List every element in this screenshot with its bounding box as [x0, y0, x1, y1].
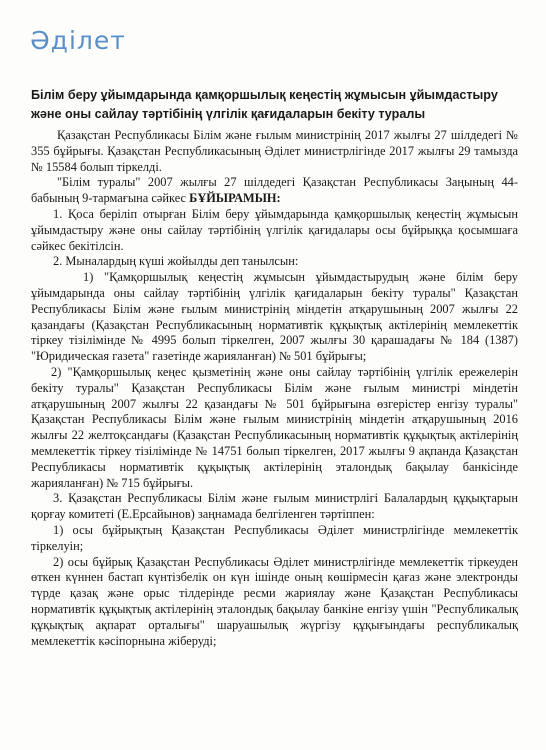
- item-2-1: 1) "Қамқоршылық кеңестің жұмысын ұйымдастырудың және білім беру ұйымдарында оны сайлау тәртібінің үлгілік қағидаларын бекіту туралы" Қазақстан Республикасы Білім және ғылым министрінің міндетін атқарушының 2007 жылғы 22 қазандағы (Қазақстан Республикасының нормативтік құқықтық актілерінің мемлекеттік тіркеу тізілімінде № 4995 болып тіркелген, 2007 жылғы 30 қарашадағы № 184 (1387) "Юридическая газета" газетінде жарияланған) № 501 бұйрығы;: [31, 270, 518, 364]
- document-body: [31, 128, 518, 649]
- preamble-text: "Білім туралы" 2007 жылғы 27 шілдедегі Қазақстан Республикасы Заңының 44-бабының 9-тармағына сәйкес: [31, 175, 518, 206]
- order-verb: БҰЙЫРАМЫН:: [189, 191, 281, 206]
- item-2-2: 2) "Қамқоршылық кеңес қызметінің және оны сайлау тәртібінің үлгілік ережелерін бекіту туралы" Қазақстан Республикасы Білім және ғылым министрі міндетін атқарушының 2007 жылғы 22 қазандағы № 501 бұйрығына өзгерістер енгізу туралы" Қазақстан Республикасы Білім және ғылым министрінің міндетін атқарушының 2016 жылғы 22 желтоқсандағы (Қазақстан Республикасының нормативтік құқықтық актілерінің мемлекеттік тіркеу тізілімінде № 14751 болып тіркелген, 2017 жылғы 9 ақпанда Қазақстан Республикасы нормативтік құқықтық актілерінің эталондық бақылау банкісінде жарияланған) № 715 бұйрығы.: [31, 364, 518, 490]
- document-title: Білім беру ұйымдарында қамқоршылық кеңестің жұмысын ұйымдастыру және оны сайлау тәртібінің үлгілік қағидаларын бекіту туралы: [31, 88, 498, 121]
- item-3-1: 1) осы бұйрықтың Қазақстан Республикасы Әділет министрлігінде мемлекеттік тіркелуін;: [31, 522, 518, 553]
- item-3: 3. Қазақстан Республикасы Білім және ғылым министрлігі Балалардың құқықтарын қорғау комитеті (Е.Ерсайынов) заңнамада белгіленген тәртіппен:: [31, 491, 518, 522]
- item-1: 1. Қоса беріліп отырған Білім беру ұйымдарында қамқоршылық кеңестің жұмысын ұйымдастыру және оны сайлау тәртібінің үлгілік қағидалары осы бұйрыққа қосымшаға сәйкес бекітілсін.: [31, 206, 518, 253]
- adilet-logo: Әділет: [30, 26, 126, 55]
- preamble-paragraph: [31, 175, 518, 207]
- item-3-2: 2) осы бұйрық Қазақстан Республикасы Әділет министрлігінде мемлекеттік тіркеуден өткен күннен бастап күнтізбелік он күн ішінде оның көшірмесін қағаз және электронды түрде қазақ және орыс тілдерінде ресми жариялау және Қазақстан Республикасы нормативтік құқықтық актілерінің эталондық бақылау банкіне енгізу үшін "Республикалық құқықтық ақпарат орталығы" шаруашылық жүргізу құқығындағы республикалық мемлекеттік кәсіпорнына жіберуді;: [31, 554, 518, 648]
- item-2: 2. Мыналардың күші жойылды деп танылсын:: [53, 254, 299, 269]
- intro-paragraph: Қазақстан Республикасы Білім және ғылым министрінің 2017 жылғы 27 шілдедегі № 355 бұйрығы. Қазақстан Республикасының Әділет министрлігінде 2017 жылғы 29 тамызда № 15584 болып тіркелді.: [31, 128, 518, 174]
